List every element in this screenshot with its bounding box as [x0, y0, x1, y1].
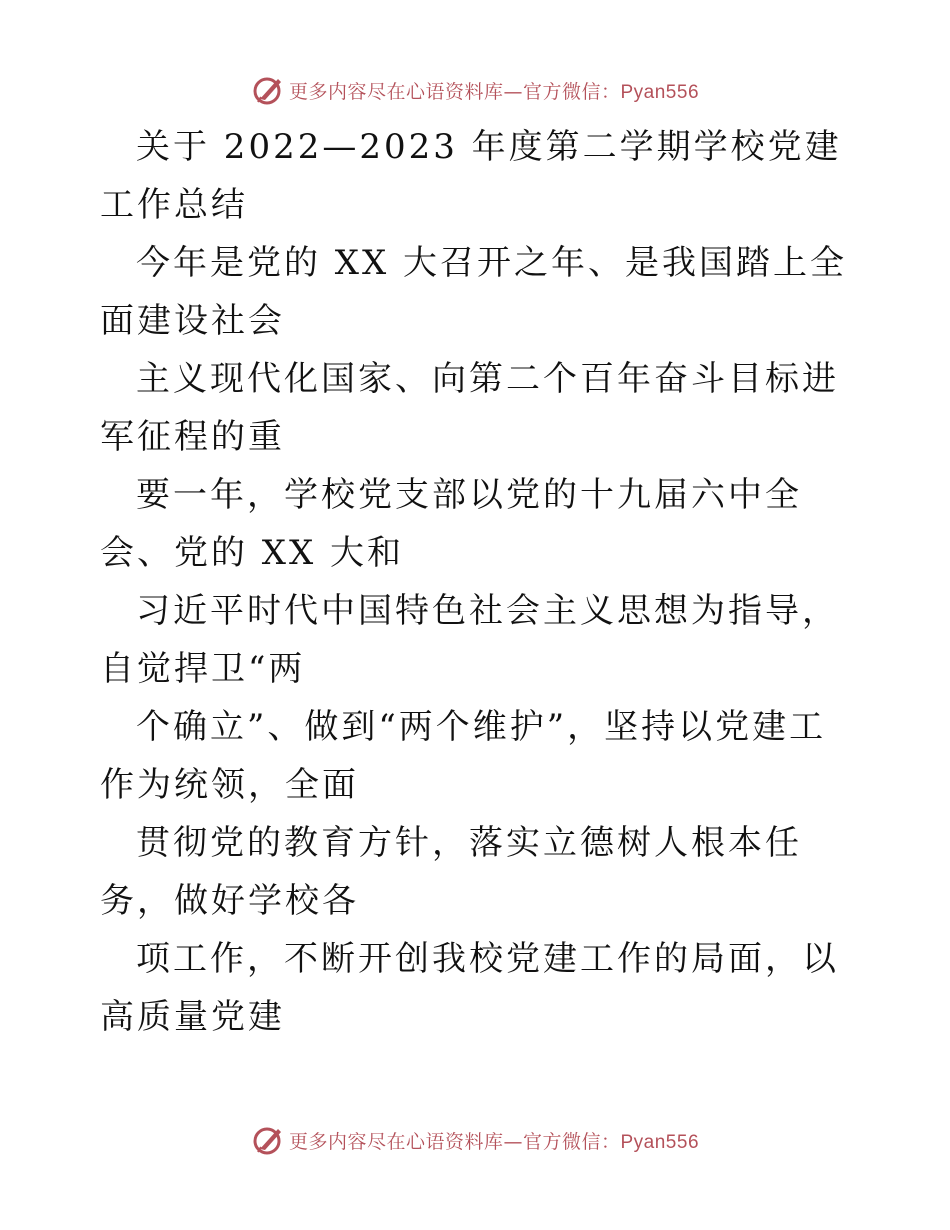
document-body — [100, 118, 860, 1046]
paragraph — [100, 582, 860, 698]
paragraph — [100, 234, 860, 350]
banner-wechat-id: Pyan556 — [620, 1131, 700, 1153]
paragraph-line: 量党建 — [174, 997, 285, 1037]
paragraph-line: 好学校各 — [211, 881, 359, 921]
header-banner — [0, 70, 950, 110]
paragraph — [100, 350, 860, 466]
paragraph — [100, 814, 860, 930]
title-line-2: 结 — [211, 185, 248, 225]
paragraph-line: 项工作，不断开创我校党建工作的局面，以高质 — [100, 939, 839, 1037]
title-line-1: 关于 2022—2023 年度第二学期学校党建工作总 — [100, 127, 842, 225]
banner-text — [289, 77, 699, 104]
paragraph-line: 个确立”、做到“两个维护”，坚持以党建工作 — [100, 707, 827, 805]
quill-logo-icon — [251, 73, 285, 107]
paragraph-line: 捍卫“两 — [174, 649, 306, 689]
paragraph-line: 为统领，全面 — [137, 765, 359, 805]
quill-logo-icon — [251, 1123, 285, 1157]
paragraph — [100, 466, 860, 582]
banner-text — [289, 1127, 699, 1154]
banner-wechat-id: Pyan556 — [620, 81, 700, 103]
document-title — [100, 118, 860, 234]
banner-label: 更多内容尽在心语资料库—官方微信： — [288, 1130, 621, 1153]
paragraph-line: 习近平时代中国特色社会主义思想为指导，自觉 — [100, 591, 839, 689]
paragraph-line: 设社会 — [174, 301, 285, 341]
paragraph-line: 程的重 — [174, 417, 285, 457]
paragraph — [100, 698, 860, 814]
paragraph-line: 的 XX 大和 — [211, 533, 405, 573]
paragraph-line: 今年是党的 XX 大召开之年、是我国踏上全面建 — [100, 243, 848, 341]
paragraph — [100, 930, 860, 1046]
paragraph-line: 主义现代化国家、向第二个百年奋斗目标进军征 — [100, 359, 839, 457]
paragraph-line: 要一年，学校党支部以党的十九届六中全会、党 — [100, 475, 802, 573]
paragraph-line: 贯彻党的教育方针，落实立德树人根本任务，做 — [100, 823, 802, 921]
banner-label: 更多内容尽在心语资料库—官方微信： — [288, 80, 621, 103]
footer-banner — [0, 1120, 950, 1160]
